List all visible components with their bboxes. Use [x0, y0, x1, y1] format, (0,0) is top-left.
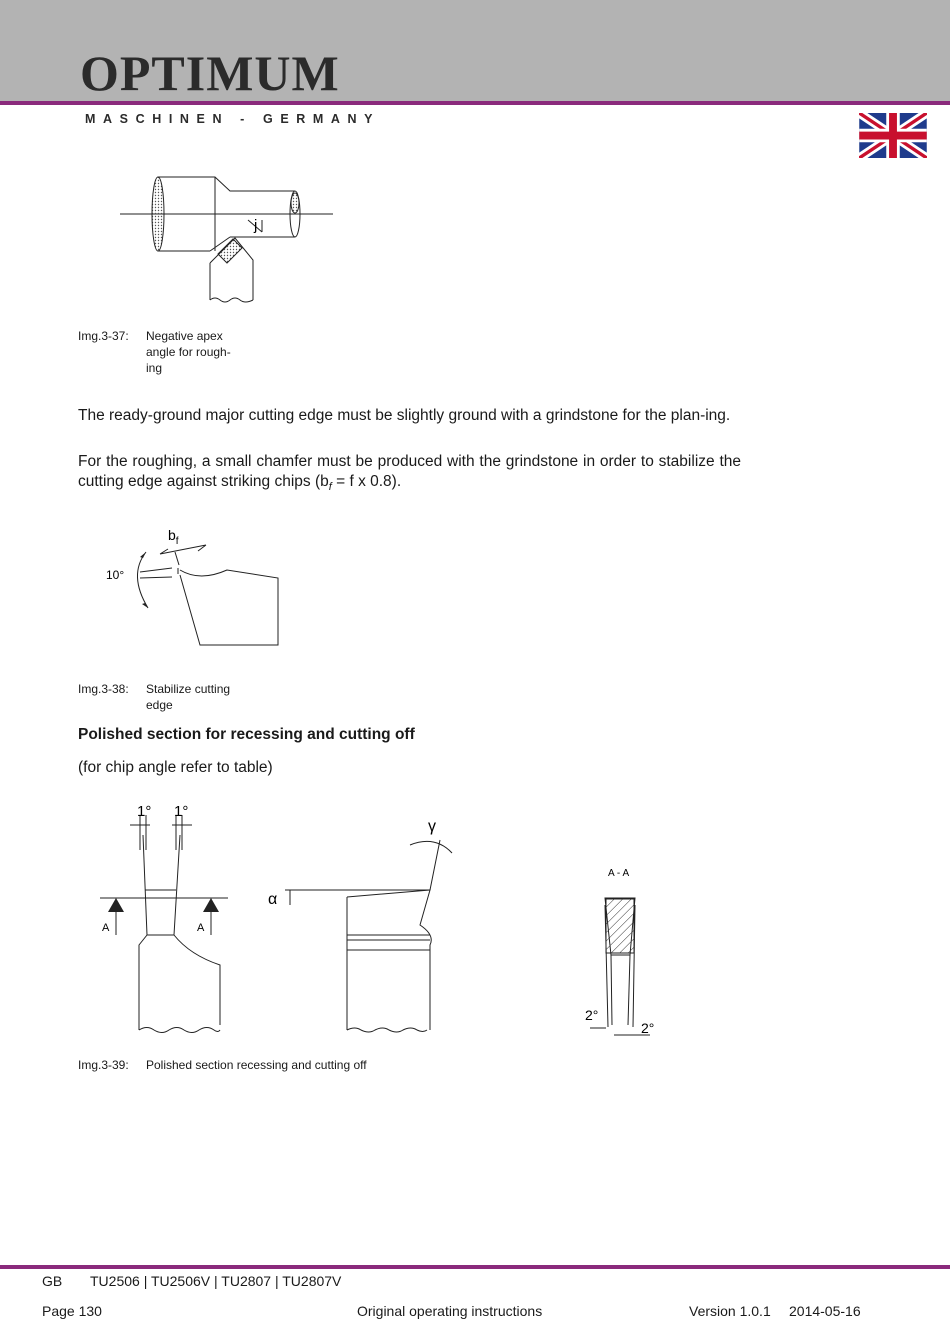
- angle-label-1deg-right: 1°: [174, 803, 189, 820]
- caption-fig-38: [78, 681, 243, 713]
- caption-fig-37: [78, 328, 243, 376]
- angle-label-gamma: γ: [428, 818, 436, 835]
- label-bf: $b_f$: [168, 527, 179, 547]
- section-marker-a-right: A: [197, 922, 205, 934]
- footer-date: 2014-05-16: [789, 1303, 861, 1319]
- angle-label-2deg-right: 2°: [641, 1020, 655, 1036]
- caption-text: Stabilize cutting edge: [146, 682, 231, 712]
- footer-version: Version 1.0.1: [689, 1303, 771, 1319]
- brand-logo: OPTIMUM: [80, 45, 340, 101]
- paragraph-roughing-text: For the roughing, a small chamfer must be produced with the grindstone in order to stabilize the cutting edge against striking chips (b: [78, 453, 741, 490]
- footer-models: TU2506 | TU2506V | TU2807 | TU2807V: [90, 1273, 342, 1289]
- caption-number: Img.3-38:: [78, 682, 129, 696]
- figure-label-j: j: [254, 217, 258, 234]
- section-heading: Polished section for recessing and cutting off: [78, 726, 415, 743]
- paragraph-roughing: [78, 452, 741, 497]
- figure-recessing-cutting-off: [90, 795, 670, 1050]
- paragraph-planing: The ready-ground major cutting edge must be slightly ground with a grindstone for the plan-ing.: [78, 407, 731, 424]
- figure-negative-apex: [115, 170, 345, 310]
- section-title-a-a: A - A: [608, 868, 630, 879]
- angle-label-10deg: 10°: [106, 568, 125, 582]
- footer-language: GB: [42, 1273, 63, 1289]
- caption-text: Negative apex angle for rough-ing: [146, 329, 231, 375]
- paragraph-roughing-subscript: f: [328, 481, 332, 494]
- footer-document-type: Original operating instructions: [357, 1303, 543, 1319]
- uk-flag-icon: [859, 113, 927, 158]
- header-rule: [0, 101, 950, 105]
- paragraph-roughing-text-end: = f x 0.8).: [331, 473, 402, 490]
- section-marker-a-left: A: [102, 922, 110, 934]
- figure-stabilize-edge: [100, 520, 290, 655]
- caption-text: Polished section recessing and cutting off: [146, 1058, 367, 1072]
- caption-fig-39: [78, 1057, 478, 1073]
- brand-subtitle: MASCHINEN - GERMANY: [85, 112, 381, 126]
- angle-label-alpha: α: [268, 891, 278, 908]
- footer-rule: [0, 1265, 950, 1269]
- caption-number: Img.3-37:: [78, 329, 129, 343]
- section-note: (for chip angle refer to table): [78, 759, 273, 776]
- angle-label-1deg-left: 1°: [137, 803, 152, 820]
- caption-number: Img.3-39:: [78, 1058, 129, 1072]
- footer-page-number: Page 130: [42, 1303, 102, 1319]
- angle-label-2deg-left: 2°: [585, 1007, 599, 1023]
